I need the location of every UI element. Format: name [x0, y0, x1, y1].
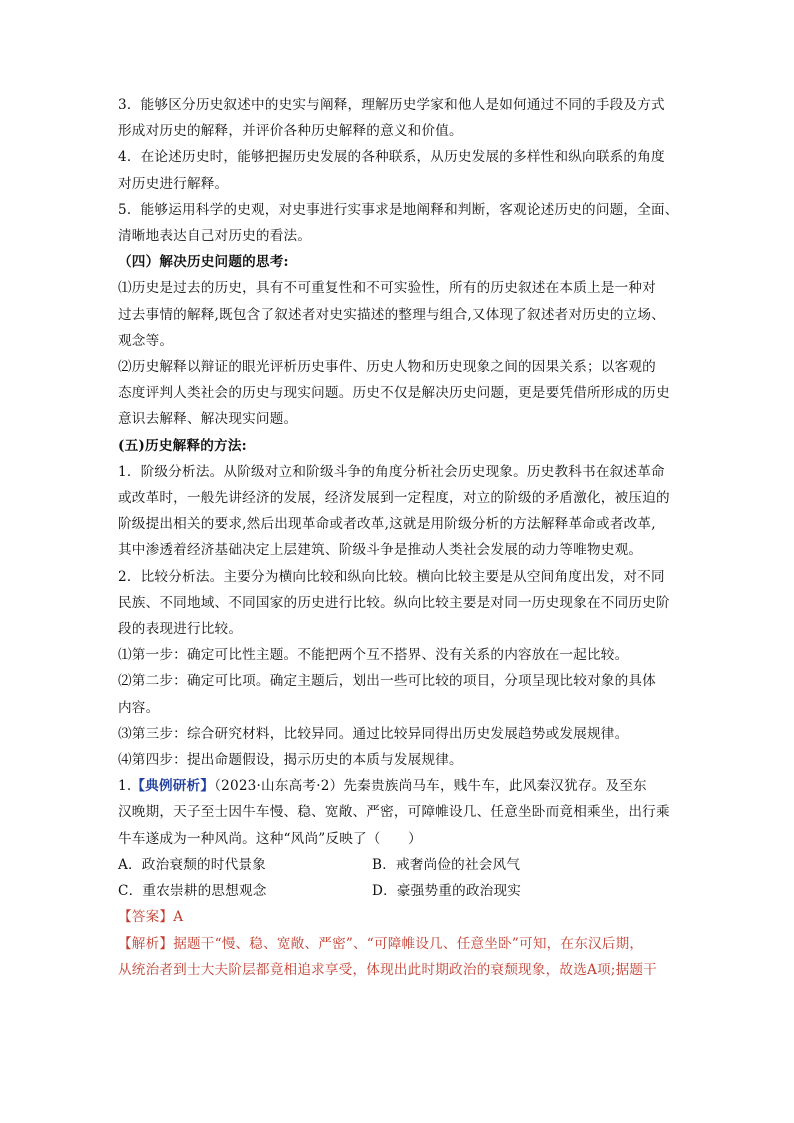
point-5-line-2: 清晰地表达自己对历史的看法。 — [118, 228, 312, 245]
step-4: ⑷第四步：提出命题假设，揭示历史的本质与发展规律。 — [118, 752, 463, 769]
example-tag: 【典例研析】 — [131, 778, 215, 795]
step-1: ⑴第一步：确定可比性主题。不能把两个互不搭界、没有关系的内容放在一起比较。 — [118, 647, 629, 664]
method-2-line-3: 段的表现进行比较。 — [118, 621, 243, 638]
method-1-line-2: 或改革时，一般先讲经济的发展，经济发展到一定程度，对立的阶级的矛盾激化，被压迫的 — [118, 490, 670, 507]
option-c: C．重农崇耕的思想观念 — [118, 883, 267, 900]
answer-line — [118, 904, 680, 930]
analysis-tag: 【解析】 — [118, 935, 174, 952]
step-2-line-2: 内容。 — [118, 699, 160, 716]
section-4-para-2-line-1: ⑵历史解释以辩证的眼光评析历史事件、历史人物和历史现象之间的因果关系；以客观的 — [118, 359, 656, 376]
options-row-2 — [118, 878, 680, 904]
method-2-line-2: 民族、不同地域、不同国家的历史进行比较。纵向比较主要是对同一历史现象在不同历史阶 — [118, 594, 670, 611]
point-3-line-2: 形成对历史的解释，并评价各种历史解释的意义和价值。 — [118, 123, 463, 140]
analysis-line-2: 从统治者到士大夫阶层都竟相追求享受，体现出此时期政治的衰颓现象，故选A项;据题干 — [118, 961, 657, 978]
options-row-1 — [118, 852, 680, 878]
section-4-para-1-line-3: 观念等。 — [118, 332, 174, 349]
example-number: 1. — [118, 778, 132, 795]
method-1-line-1: 1．阶级分析法。从阶级对立和阶级斗争的角度分析社会历史现象。历史教科书在叙述革命 — [118, 463, 665, 480]
section-4-para-2-line-3: 意识去解释、解决现实问题。 — [118, 411, 298, 428]
answer-value: A — [173, 909, 184, 926]
method-2-line-1: 2．比较分析法。主要分为横向比较和纵向比较。横向比较主要是从空间角度出发，对不同 — [118, 568, 665, 585]
answer-tag: 【答案】 — [118, 909, 174, 926]
option-b: B．戒奢尚俭的社会风气 — [372, 856, 521, 873]
section-4-heading: （四）解决历史问题的思考: — [118, 254, 289, 271]
option-d: D．豪强势重的政治现实 — [372, 883, 522, 900]
example-question-start: （2023·山东高考·2）先秦贵族尚马车，贱牛车，此风秦汉犹存。及至东 — [214, 778, 647, 795]
example-question-line-2: 汉晚期，天子至士因牛车慢、稳、宽敞、严密，可障帷设几、任意坐卧而竟相乘坐，出行乘 — [118, 804, 670, 821]
section-4-para-2-line-2: 态度评判人类社会的历史与现实问题。历史不仅是解决历史问题，更是要凭借所形成的历史 — [118, 385, 670, 402]
step-3: ⑶第三步：综合研究材料，比较异同。通过比较异同得出历史发展趋势或发展规律。 — [118, 725, 629, 742]
section-4-para-1-line-1: ⑴历史是过去的历史，具有不可重复性和不可实验性，所有的历史叙述在本质上是一种对 — [118, 280, 656, 297]
section-5-heading: (五)历史解释的方法: — [118, 437, 247, 454]
example-question-line-3: 牛车遂成为一种风尚。这种“风尚”反映了（ ） — [118, 830, 422, 847]
method-1-line-3: 阶级提出相关的要求,然后出现革命或者改革,这就是用阶级分析的方法解释革命或者改革, — [118, 516, 656, 533]
step-2-line-1: ⑵第二步：确定可比项。确定主题后，划出一些可比较的项目，分项呈现比较对象的具体 — [118, 673, 656, 690]
example-question-line-1 — [118, 773, 680, 799]
point-5-line-1: 5．能够运用科学的史观，对史事进行实事求是地阐释和判断，客观论述历史的问题，全面、 — [118, 201, 679, 218]
analysis-line-1 — [118, 931, 680, 957]
document-body — [118, 92, 680, 983]
analysis-text-start: 据题干“慢、稳、宽敞、严密”、“可障帷设几、任意坐卧”可知，在东汉后期， — [173, 935, 644, 952]
point-3-line-1: 3．能够区分历史叙述中的史实与阐释，理解历史学家和他人是如何通过不同的手段及方式 — [118, 97, 665, 113]
method-1-line-4: 其中渗透着经济基础决定上层建筑、阶级斗争是推动人类社会发展的动力等唯物史观。 — [118, 542, 643, 559]
point-4-line-1: 4．在论述历史时，能够把握历史发展的各种联系，从历史发展的多样性和纵向联系的角度 — [118, 149, 665, 166]
point-4-line-2: 对历史进行解释。 — [118, 175, 229, 192]
option-a: A．政治衰颓的时代景象 — [118, 856, 266, 873]
section-4-para-1-line-2: 过去事情的解释,既包含了叙述者对史实描述的整理与组合,又体现了叙述者对历史的立场、 — [118, 306, 665, 323]
